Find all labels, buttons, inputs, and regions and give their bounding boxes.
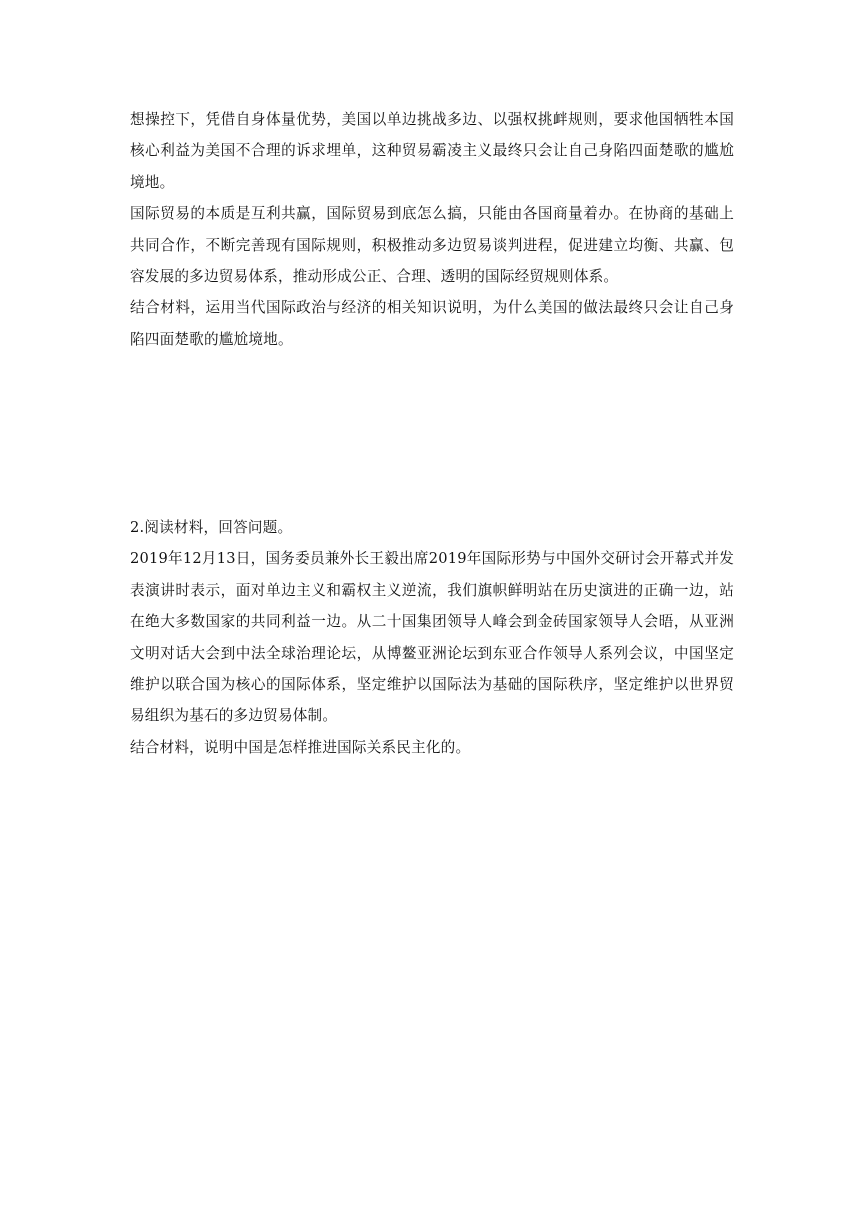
question-1-material-continuation: 想操控下，凭借自身体量优势，美国以单边挑战多边、以强权挑衅规则，要求他国牺牲本国核心利益为美国不合理的诉求埋单，这种贸易霸凌主义最终只会让自己身陷四面楚歌的尴尬境地。 bbox=[130, 111, 734, 191]
question-1-material-paragraph: 国际贸易的本质是互利共赢，国际贸易到底怎么搞，只能由各国商量着办。在协商的基础上共同合作，不断完善现有国际规则，积极推动多边贸易谈判进程，促进建立均衡、共赢、包容发展的多边贸易体系，推动形成公正、合理、透明的国际经贸规则体系。 bbox=[130, 205, 734, 286]
question-2-material: 2019年12月13日，国务委员兼外长王毅出席2019年国际形势与中国外交研讨会开幕式并发表演讲时表示，面对单边主义和霸权主义逆流，我们旗帜鲜明站在历史演进的正确一边，站在绝大多数国家的共同利益一边。从二十国集团领导人峰会到金砖国家领导人会晤，从亚洲文明对话大会到中法全球治理论坛，从博鳌亚洲论坛到东亚合作领导人系列会议，中国坚定维护以联合国为核心的国际体系，坚定维护以国际法为基础的国际秩序，坚定维护以世界贸易组织为基石的多边贸易体制。 bbox=[130, 550, 734, 725]
question-2-prompt: 结合材料，说明中国是怎样推进国际关系民主化的。 bbox=[130, 738, 471, 756]
question-2-heading: 2.阅读材料，回答问题。 bbox=[130, 519, 293, 536]
question-1-prompt: 结合材料，运用当代国际政治与经济的相关知识说明，为什么美国的做法最终只会让自己身陷四面楚歌的尴尬境地。 bbox=[130, 299, 734, 348]
question-1-section bbox=[130, 104, 734, 355]
question-2-section bbox=[130, 512, 734, 763]
